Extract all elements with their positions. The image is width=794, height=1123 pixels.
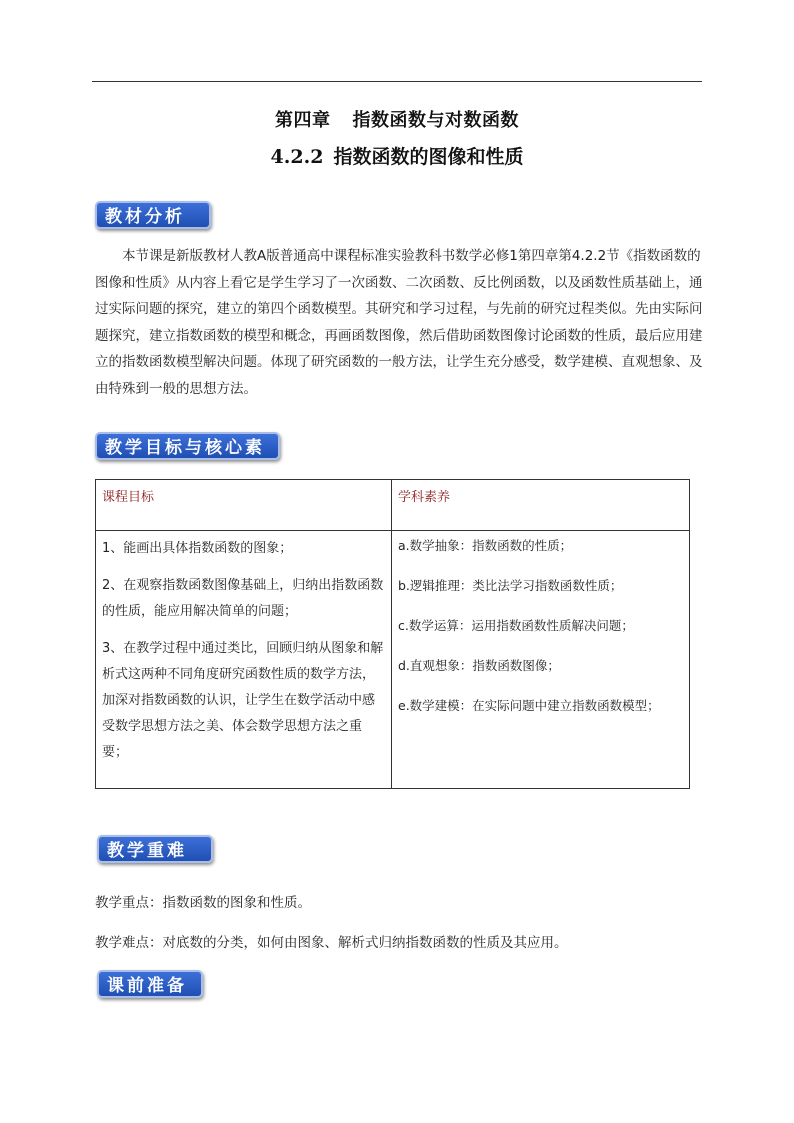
section-number: 4.2.2 (270, 146, 324, 168)
header-rule (92, 81, 702, 82)
literacy-item: c.数学运算：运用指数函数性质解决问题； (398, 618, 634, 633)
goal-item: 1、能画出具体指数函数的图象； (102, 541, 293, 556)
chapter-title: 指数函数与对数函数 (352, 110, 519, 131)
literacy-header: 学科素养 (392, 480, 690, 531)
goal-item: 2、在观察指数函数图像基础上，归纳出指数函数的性质，能应用解决简单的问题； (102, 578, 384, 619)
section-heading (0, 142, 794, 169)
goals-header: 课程目标 (96, 480, 392, 531)
section-title: 指数函数的图像和性质 (333, 146, 524, 168)
key-point-text: 教学重点：指数函数的图象和性质。 (95, 895, 311, 911)
analysis-paragraph (95, 243, 707, 402)
literacy-item: a.数学抽象：指数函数的性质； (398, 538, 573, 553)
keypoints-section-badge: 教学重难点 (97, 835, 213, 863)
goal-item: 3、在教学过程中通过类比，回顾归纳从图象和解析式这两种不同角度研究函数性质的数学方法，加深对指数函数的认识，让学生在数学活动中感受数学思想方法之美、体会数学思想方法之重要； (102, 641, 384, 760)
difficulty-text: 教学难点：对底数的分类，如何由图象、解析式归纳指数函数的性质及其应用。 (95, 935, 568, 951)
prep-section-badge: 课前准备 (97, 970, 203, 998)
analysis-section-badge: 教材分析 (95, 201, 211, 229)
literacy-item: b.逻辑推理：类比法学习指数函数性质； (398, 578, 623, 593)
goals-cell (96, 531, 392, 789)
objectives-table (95, 479, 690, 789)
literacy-cell (392, 531, 690, 789)
chapter-number: 第四章 (275, 110, 331, 131)
chapter-heading (0, 106, 794, 132)
literacy-item: d.直观想象：指数函数图像； (398, 658, 560, 673)
literacy-item: e.数学建模：在实际问题中建立指数函数模型； (398, 698, 660, 713)
analysis-text: 本节课是新版教材人教A版普通高中课程标准实验教科书数学必修1第四章第4.2.2节《指数函数的图像和性质》从内容上看它是学生学习了一次函数、二次函数、反比例函数，以及函数性质基础上，通过实际问题的探究，建立的第四个函数模型。其研究和学习过程，与先前的研究过程类似。先由实际问题探究，建立指数函数的模型和概念，再画函数图像，然后借助函数图像讨论函数的性质，最后应用建立的指数函数模型解决问题。体现了研究函数的一般方法，让学生充分感受，数学建模、直观想象、及由特殊到一般的思想方法。 (95, 248, 703, 397)
objectives-section-badge: 教学目标与核心素养 (95, 432, 280, 460)
